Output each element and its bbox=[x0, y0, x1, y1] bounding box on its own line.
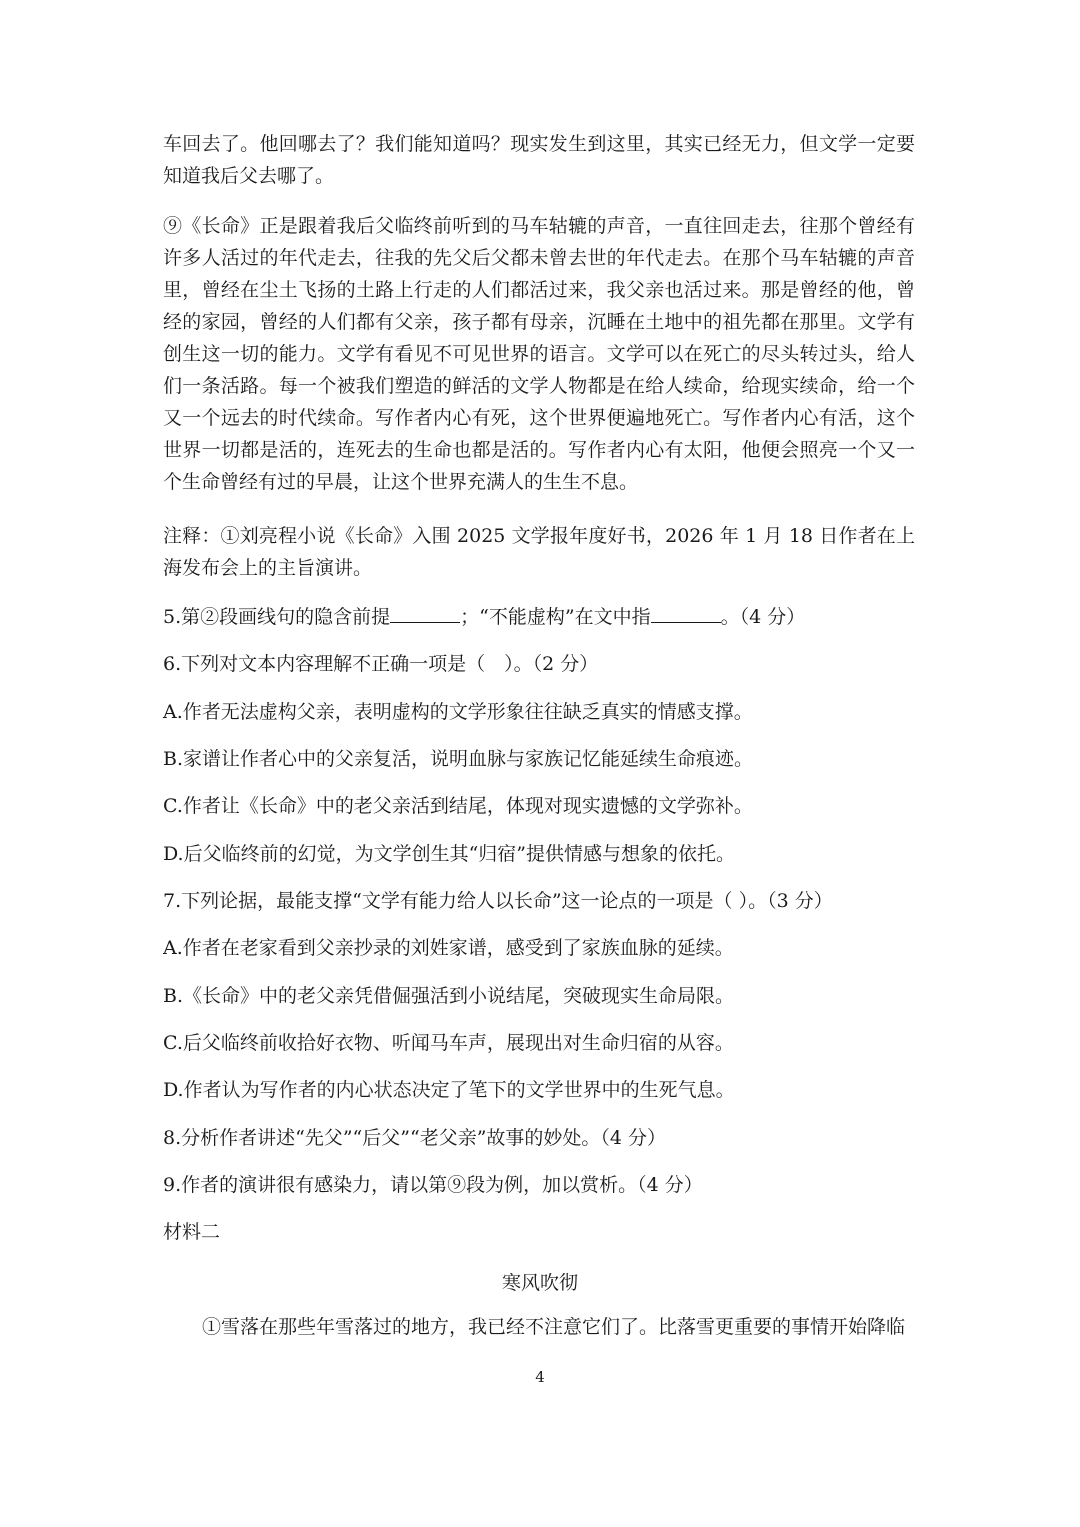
question-6-option-d: D.后父临终前的幻觉，为文学创生其“归宿”提供情感与想象的依托。 bbox=[163, 843, 736, 865]
question-6-stem: 6.下列对文本内容理解不正确一项是（ ）。（2 分） bbox=[163, 653, 599, 675]
question-8: 8.分析作者讲述“先父”“后父”“老父亲”故事的妙处。（4 分） bbox=[163, 1127, 667, 1149]
question-5-text-b: ；“不能虚构”在文中指 bbox=[460, 606, 651, 628]
material-2-title: 寒风吹彻 bbox=[501, 1272, 578, 1294]
question-7-option-a: A.作者在老家看到父亲抄录的刘姓家谱，感受到了家族血脉的延续。 bbox=[163, 937, 734, 959]
material-2-paragraph-1: ①雪落在那些年雪落过的地方，我已经不注意它们了。比落雪更重要的事情开始降临 bbox=[202, 1316, 906, 1338]
question-5 bbox=[163, 603, 805, 631]
paragraph-8-tail: 车回去了。他回哪去了？我们能知道吗？现实发生到这里，其实已经无力，但文学一定要知道我后父去哪了。 bbox=[163, 133, 915, 187]
question-7-option-b: B.《长命》中的老父亲凭借倔强活到小说结尾，突破现实生命局限。 bbox=[163, 985, 735, 1007]
answer-blank-2[interactable] bbox=[651, 606, 721, 623]
answer-blank-1[interactable] bbox=[390, 606, 460, 623]
question-6-option-b: B.家谱让作者心中的父亲复活，说明血脉与家族记忆能延续生命痕迹。 bbox=[163, 748, 754, 770]
question-5-text-a: 5.第②段画线句的隐含前提 bbox=[163, 606, 391, 628]
question-6-option-c: C.作者让《长命》中的老父亲活到结尾，体现对现实遗憾的文学弥补。 bbox=[163, 795, 753, 817]
question-7-stem: 7.下列论据，最能支撑“文学有能力给人以长命”这一论点的一项是（ ）。（3 分） bbox=[163, 890, 833, 912]
question-6-option-a: A.作者无法虚构父亲，表明虚构的文学形象往往缺乏真实的情感支撑。 bbox=[163, 701, 753, 723]
question-7-option-d: D.作者认为写作者的内心状态决定了笔下的文学世界中的生死气息。 bbox=[163, 1079, 735, 1101]
question-7-option-c: C.后父临终前收拾好衣物、听闻马车声，展现出对生命归宿的从容。 bbox=[163, 1032, 734, 1054]
paragraph-9: ⑨《长命》正是跟着我后父临终前听到的马车轱辘的声音，一直往回走去，往那个曾经有许多人活过的年代走去，往我的先父后父都未曾去世的年代走去。在那个马车轱辘的声音里，曾经在尘土飞扬的土路上行走的人们都活过来，我父亲也活过来。那是曾经的他，曾经的家园，曾经的人们都有父亲，孩子都有母亲，沉睡在土地中的祖先都在那里。文学有创生这一切的能力。文学有看见不可见世界的语言。文学可以在死亡的尽头转过头，给人们一条活路。每一个被我们塑造的鲜活的文学人物都是在给人续命，给现实续命，给一个又一个远去的时代续命。写作者内心有死，这个世界便遍地死亡。写作者内心有活，这个世界一切都是活的，连死去的生命也都是活的。写作者内心有太阳，他便会照亮一个又一个生命曾经有过的早晨，让这个世界充满人的生生不息。 bbox=[163, 215, 915, 493]
question-9: 9.作者的演讲很有感染力，请以第⑨段为例，加以赏析。（4 分） bbox=[163, 1174, 703, 1196]
page-number: 4 bbox=[535, 1368, 545, 1386]
annotation-note: 注释：①刘亮程小说《长命》入围 2025 文学报年度好书，2026 年 1 月 18 日作者在上海发布会上的主旨演讲。 bbox=[163, 525, 915, 579]
material-2-label: 材料二 bbox=[163, 1221, 221, 1243]
question-5-text-c: 。（4 分） bbox=[720, 606, 806, 628]
